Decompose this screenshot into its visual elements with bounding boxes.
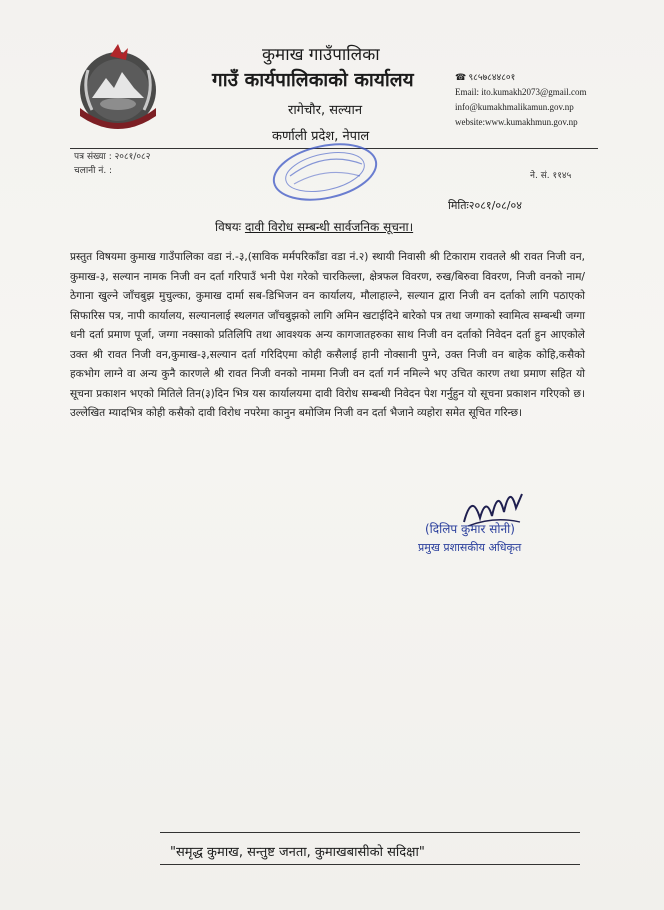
subject-text: दावी विरोध सम्बन्धी सार्वजनिक सूचना। xyxy=(244,220,414,234)
footer-divider-bottom xyxy=(160,864,580,865)
letter-number: पत्र संख्या : २०८१/०८२ xyxy=(74,152,151,162)
office-stamp-icon xyxy=(268,142,382,202)
footer-motto: "समृद्ध कुमाख, सन्तुष्ट जनता, कुमाखबासीको सदिक्षा" xyxy=(170,845,425,860)
office-location: रागेचौर, सल्यान xyxy=(288,103,363,118)
office-province: कर्णाली प्रदेश, नेपाल xyxy=(272,129,370,144)
contact-block xyxy=(455,70,587,130)
org-name: कुमाख गाउँपालिका xyxy=(262,45,380,65)
nepal-sambat-number: ने. सं. ११४५ xyxy=(530,171,572,181)
subject-line xyxy=(215,218,413,235)
email-secondary: info@kumakhmalikamun.gov.np xyxy=(455,102,574,112)
letter-date: मितिः२०८१/०८/०४ xyxy=(448,199,522,212)
phone-number: ☎ ९८५७८४४८०१ xyxy=(455,72,516,82)
website: website:www.kumakhmun.gov.np xyxy=(455,117,578,127)
office-name: गाउँ कार्यपालिकाको कार्यालय xyxy=(212,69,414,91)
notice-body: प्रस्तुत विषयमा कुमाख गाउँपालिका वडा नं.-३,(साविक मर्मपरिकाँडा वडा नं.२) स्थायी निवासी श्री टिकाराम रावतले श्री रावत निजी वन, कुमाख-३, सल्यान नामक निजी वन दर्ता गरिपाउँ भनी पेश गरेको चारकिल्ला, क्षेत्रफल विवरण, रुख/बिरुवा विवरण, निजी वनको नाम/ठेगाना खुल्ने जाँचबुझ मुचुल्का, कुमाख दार्मा सब-डिभिजन वन कार्यालय, मौलाहाल्ने, सल्यान द्वारा निजी वन दर्ताको लागि पठाएको सिफारिस पत्र, नापी कार्यालय, सल्यानलाई स्थलगत जाँचबुझको लागि अमिन खटाईदिने बारेको पत्र तथा जग्गाको स्वामित्व सम्बन्धी जग्गा धनी दर्ता प्रमाण पूर्जा, जग्गा नक्साको प्रतिलिपि तथा आवश्यक अन्य कागजातहरुका साथ निजी वन दर्ताको निवेदन दर्ता हुन आएकोले उक्त श्री रावत निजी वन,कुमाख-३,सल्यान दर्ता गरिदिएमा कोही कसैलाई हानी नोक्सानी पुग्ने, उक्त निजी वन बाहेक कोहि,कसैको हकभोग लाग्ने वा अन्य कुनै कारणले श्री रावत निजी वनको नाममा निजी वन दर्ता गर्न नमिल्ने भए उचित कारण तथा प्रमाण सहित यो सूचना प्रकाशन भएको मितिले तिन(३)दिन भित्र यस कार्यालयमा दावी विरोध सम्बन्धी निवेदन पेश गर्नुहुन यो सूचना प्रकाशन गरिएको छ। उल्लेखित म्यादभित्र कोही कसैको दावी विरोध नपरेमा कानुन बमोजिम निजी वन दर्ता भैजाने व्यहोरा समेत सूचित गरिन्छ। xyxy=(70,251,585,419)
reference-block xyxy=(74,150,150,178)
nepal-emblem-icon xyxy=(70,42,166,132)
footer-divider-top xyxy=(160,832,580,833)
signatory-title: प्रमुख प्रशासकीय अधिकृत xyxy=(418,541,522,554)
signatory-name: (दिलिप कुमार सोनी) xyxy=(425,522,515,536)
email-primary: Email: ito.kumakh2073@gmail.com xyxy=(455,87,587,97)
dispatch-number: चलानी नं. : xyxy=(74,166,113,176)
subject-prefix: विषयः xyxy=(215,220,242,234)
